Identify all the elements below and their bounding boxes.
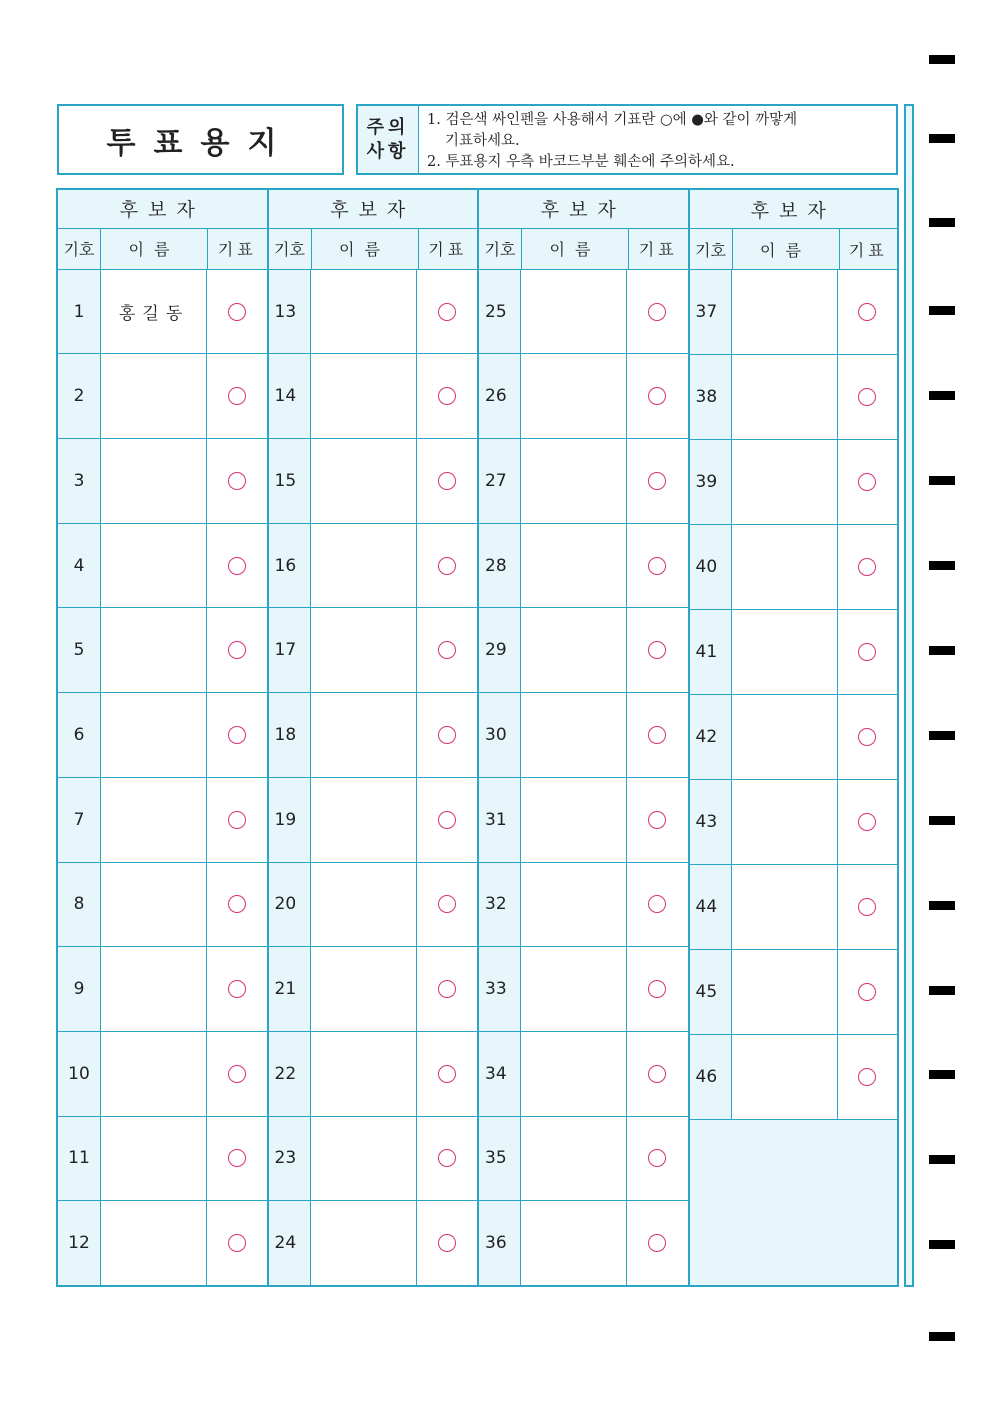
candidate-row <box>58 270 267 355</box>
candidate-row <box>269 778 478 863</box>
candidate-number: 23 <box>269 1117 311 1201</box>
mark-cell[interactable] <box>627 524 688 608</box>
candidate-row <box>690 1035 898 1120</box>
mark-cell[interactable] <box>627 1201 688 1285</box>
header-mark: 기표 <box>217 240 257 260</box>
candidate-number: 14 <box>269 354 311 438</box>
barcode-tick <box>929 1240 955 1249</box>
header-num: 기호 <box>479 229 522 269</box>
candidate-row <box>690 440 898 525</box>
mark-circle-icon[interactable] <box>228 1234 246 1252</box>
mark-cell[interactable] <box>838 780 898 864</box>
candidate-name <box>101 778 207 862</box>
side-strip <box>904 104 914 1287</box>
mark-circle-icon[interactable] <box>438 1065 456 1083</box>
candidate-row <box>58 524 267 609</box>
candidate-row <box>269 439 478 524</box>
barcode-tick <box>929 561 955 570</box>
candidate-row <box>690 525 898 610</box>
candidate-number: 4 <box>58 524 101 608</box>
candidate-number: 19 <box>269 778 311 862</box>
notice-line-1-cont: 기표하세요. <box>445 133 520 149</box>
mark-circle-icon[interactable] <box>228 303 246 321</box>
candidate-number: 7 <box>58 778 101 862</box>
barcode-tick <box>929 1070 955 1079</box>
candidate-name <box>311 1201 417 1285</box>
mark-circle-icon[interactable] <box>648 557 666 575</box>
candidate-number: 27 <box>479 439 521 523</box>
mark-circle-icon[interactable] <box>858 643 876 661</box>
notice-box <box>356 104 898 175</box>
candidate-name <box>521 270 627 354</box>
mark-circle-icon[interactable] <box>228 557 246 575</box>
candidate-number: 13 <box>269 270 311 354</box>
candidate-row <box>479 1032 688 1117</box>
candidate-row <box>58 1032 267 1117</box>
candidate-number: 11 <box>58 1117 101 1201</box>
candidate-row <box>479 608 688 693</box>
candidate-row <box>690 355 898 440</box>
header-name: 이름 <box>101 229 208 269</box>
mark-circle-icon[interactable] <box>648 472 666 490</box>
candidate-name <box>521 863 627 947</box>
candidate-name <box>732 1035 838 1119</box>
candidate-row <box>690 865 898 950</box>
candidate-name <box>732 440 838 524</box>
barcode-tick <box>929 134 955 143</box>
mark-circle-icon[interactable] <box>438 811 456 829</box>
candidate-row <box>269 947 478 1032</box>
candidate-name <box>732 610 838 694</box>
candidate-row <box>479 947 688 1032</box>
candidate-name <box>521 778 627 862</box>
candidate-name <box>732 355 838 439</box>
mark-cell[interactable] <box>417 1117 478 1201</box>
candidate-number: 15 <box>269 439 311 523</box>
mark-cell[interactable] <box>627 693 688 777</box>
candidate-column <box>479 190 690 1285</box>
barcode-tick <box>929 55 955 64</box>
candidate-number: 43 <box>690 780 732 864</box>
candidate-row <box>479 524 688 609</box>
candidate-number: 41 <box>690 610 732 694</box>
mark-cell[interactable] <box>627 270 688 354</box>
header-name: 이름 <box>733 229 840 269</box>
candidate-number: 1 <box>58 270 101 354</box>
candidate-row <box>479 270 688 355</box>
mark-cell[interactable] <box>838 865 898 949</box>
candidate-row <box>479 778 688 863</box>
candidate-name <box>732 950 838 1034</box>
candidate-column <box>58 190 269 1285</box>
candidate-number: 22 <box>269 1032 311 1116</box>
mark-cell[interactable] <box>417 608 478 692</box>
candidate-number: 5 <box>58 608 101 692</box>
mark-cell[interactable] <box>207 693 267 777</box>
candidate-name <box>101 439 207 523</box>
mark-cell[interactable] <box>627 947 688 1031</box>
notice-text <box>419 106 896 173</box>
candidate-row <box>58 354 267 439</box>
barcode-tick <box>929 901 955 910</box>
candidate-name <box>101 863 207 947</box>
mark-circle-icon[interactable] <box>438 980 456 998</box>
column-sub-header <box>58 229 267 270</box>
barcode-tick <box>929 646 955 655</box>
mark-circle-icon[interactable] <box>228 387 246 405</box>
candidate-row <box>269 693 478 778</box>
candidate-number: 34 <box>479 1032 521 1116</box>
header-num: 기호 <box>269 229 312 269</box>
candidate-name <box>101 693 207 777</box>
ballot-title: 투표용지 <box>57 104 344 175</box>
candidate-name <box>311 947 417 1031</box>
mark-circle-icon[interactable] <box>648 303 666 321</box>
candidate-number: 26 <box>479 354 521 438</box>
candidate-row <box>269 270 478 355</box>
mark-cell[interactable] <box>627 354 688 438</box>
candidate-number: 32 <box>479 863 521 947</box>
candidate-name: 홍길동 <box>101 270 207 354</box>
mark-cell[interactable] <box>417 693 478 777</box>
header-name: 이름 <box>522 229 629 269</box>
candidate-name <box>311 439 417 523</box>
candidate-name <box>521 524 627 608</box>
mark-cell[interactable] <box>207 524 267 608</box>
mark-circle-icon[interactable] <box>858 303 876 321</box>
mark-circle-icon[interactable] <box>438 303 456 321</box>
column-sub-header <box>690 229 898 270</box>
mark-circle-icon[interactable] <box>648 1234 666 1252</box>
barcode-tick <box>929 986 955 995</box>
mark-cell[interactable] <box>627 608 688 692</box>
notice-label-line2: 사항 <box>366 140 410 162</box>
candidate-name <box>101 947 207 1031</box>
mark-circle-icon[interactable] <box>228 641 246 659</box>
mark-cell[interactable] <box>838 440 898 524</box>
mark-cell[interactable] <box>417 1201 478 1285</box>
candidate-name <box>101 354 207 438</box>
mark-cell[interactable] <box>207 608 267 692</box>
mark-cell[interactable] <box>627 778 688 862</box>
mark-circle-icon[interactable] <box>438 641 456 659</box>
mark-circle-icon[interactable] <box>228 1065 246 1083</box>
candidate-number: 6 <box>58 693 101 777</box>
mark-cell[interactable] <box>838 355 898 439</box>
candidate-name <box>521 693 627 777</box>
candidate-name <box>101 608 207 692</box>
barcode-tick <box>929 218 955 227</box>
column-group-header: 후보자 <box>690 190 898 229</box>
candidate-row <box>58 947 267 1032</box>
candidate-number: 10 <box>58 1032 101 1116</box>
mark-cell[interactable] <box>417 270 478 354</box>
mark-circle-icon[interactable] <box>228 980 246 998</box>
mark-cell[interactable] <box>417 439 478 523</box>
candidate-number: 45 <box>690 950 732 1034</box>
barcode-tick <box>929 306 955 315</box>
candidate-name <box>101 524 207 608</box>
mark-circle-icon[interactable] <box>648 726 666 744</box>
candidate-number: 25 <box>479 270 521 354</box>
mark-cell[interactable] <box>627 439 688 523</box>
candidate-name <box>311 1117 417 1201</box>
candidate-number: 39 <box>690 440 732 524</box>
candidate-row <box>269 524 478 609</box>
mark-circle-icon[interactable] <box>648 387 666 405</box>
header-num: 기호 <box>690 229 733 269</box>
notice-label-line1: 주의 <box>366 116 410 138</box>
mark-circle-icon[interactable] <box>648 811 666 829</box>
mark-circle-icon[interactable] <box>648 980 666 998</box>
candidate-name <box>311 270 417 354</box>
mark-circle-icon[interactable] <box>228 472 246 490</box>
mark-circle-icon[interactable] <box>438 895 456 913</box>
mark-circle-icon[interactable] <box>438 1149 456 1167</box>
candidate-row <box>58 693 267 778</box>
mark-cell[interactable] <box>417 947 478 1031</box>
candidate-name <box>521 1117 627 1201</box>
barcode-tick <box>929 731 955 740</box>
mark-cell[interactable] <box>207 354 267 438</box>
mark-cell[interactable] <box>207 947 267 1031</box>
mark-circle-icon[interactable] <box>858 813 876 831</box>
candidate-name <box>311 693 417 777</box>
barcode-tick <box>929 1155 955 1164</box>
mark-cell[interactable] <box>627 863 688 947</box>
barcode-tick <box>929 476 955 485</box>
mark-cell[interactable] <box>417 524 478 608</box>
candidate-number: 35 <box>479 1117 521 1201</box>
mark-cell[interactable] <box>207 1032 267 1116</box>
mark-cell[interactable] <box>838 1035 898 1119</box>
candidate-row <box>269 1201 478 1285</box>
mark-cell[interactable] <box>627 1032 688 1116</box>
mark-cell[interactable] <box>207 778 267 862</box>
candidate-row <box>269 354 478 439</box>
candidate-row <box>479 1201 688 1285</box>
candidate-number: 37 <box>690 270 732 354</box>
candidate-row <box>690 780 898 865</box>
header-num: 기호 <box>58 229 101 269</box>
candidate-row <box>58 1117 267 1202</box>
candidate-name <box>521 354 627 438</box>
empty-area <box>690 1120 898 1285</box>
candidate-name <box>732 865 838 949</box>
candidate-number: 18 <box>269 693 311 777</box>
candidate-number: 42 <box>690 695 732 779</box>
candidate-number: 24 <box>269 1201 311 1285</box>
candidate-number: 2 <box>58 354 101 438</box>
candidate-name <box>101 1032 207 1116</box>
mark-cell[interactable] <box>207 270 267 354</box>
mark-cell[interactable] <box>838 270 898 354</box>
candidate-name <box>311 608 417 692</box>
candidate-number: 44 <box>690 865 732 949</box>
candidate-number: 29 <box>479 608 521 692</box>
candidate-number: 46 <box>690 1035 732 1119</box>
mark-cell[interactable] <box>207 863 267 947</box>
candidate-name <box>311 354 417 438</box>
barcode-tick <box>929 816 955 825</box>
mark-circle-icon[interactable] <box>648 1149 666 1167</box>
candidate-name <box>101 1201 207 1285</box>
mark-circle-icon[interactable] <box>858 558 876 576</box>
candidate-number: 20 <box>269 863 311 947</box>
candidate-name <box>521 1201 627 1285</box>
mark-cell[interactable] <box>417 863 478 947</box>
candidate-row <box>269 1032 478 1117</box>
mark-cell[interactable] <box>207 1201 267 1285</box>
candidate-name <box>732 525 838 609</box>
candidate-column <box>269 190 480 1285</box>
mark-circle-icon[interactable] <box>648 895 666 913</box>
candidate-name <box>101 1117 207 1201</box>
candidate-number: 3 <box>58 439 101 523</box>
candidate-name <box>311 863 417 947</box>
mark-circle-icon[interactable] <box>858 898 876 916</box>
candidate-row <box>269 608 478 693</box>
candidate-row <box>690 270 898 355</box>
candidate-number: 28 <box>479 524 521 608</box>
candidate-number: 16 <box>269 524 311 608</box>
mark-cell[interactable] <box>838 950 898 1034</box>
header-mark: 기표 <box>848 240 888 260</box>
mark-circle-icon[interactable] <box>438 472 456 490</box>
candidate-name <box>311 1032 417 1116</box>
mark-circle-icon[interactable] <box>858 388 876 406</box>
column-sub-header <box>479 229 688 270</box>
candidate-number: 30 <box>479 693 521 777</box>
candidate-number: 17 <box>269 608 311 692</box>
candidate-number: 40 <box>690 525 732 609</box>
mark-circle-icon[interactable] <box>228 1149 246 1167</box>
candidate-row <box>479 1117 688 1202</box>
column-group-header: 후보자 <box>269 190 478 229</box>
mark-cell[interactable] <box>207 439 267 523</box>
candidate-name <box>732 270 838 354</box>
mark-cell[interactable] <box>417 354 478 438</box>
candidate-name <box>521 608 627 692</box>
candidate-number: 12 <box>58 1201 101 1285</box>
candidate-row <box>58 608 267 693</box>
mark-circle-icon[interactable] <box>228 811 246 829</box>
candidate-number: 8 <box>58 863 101 947</box>
mark-circle-icon[interactable] <box>438 726 456 744</box>
candidate-row <box>58 439 267 524</box>
candidate-name <box>521 947 627 1031</box>
mark-cell[interactable] <box>627 1117 688 1201</box>
mark-circle-icon[interactable] <box>228 895 246 913</box>
mark-circle-icon[interactable] <box>648 641 666 659</box>
candidate-row <box>58 778 267 863</box>
candidate-row <box>58 1201 267 1285</box>
mark-cell[interactable] <box>207 1117 267 1201</box>
candidate-row <box>269 1117 478 1202</box>
candidate-name <box>521 1032 627 1116</box>
candidate-row <box>58 863 267 948</box>
candidate-number: 9 <box>58 947 101 1031</box>
mark-circle-icon[interactable] <box>228 726 246 744</box>
candidate-row <box>690 610 898 695</box>
header-name: 이름 <box>312 229 419 269</box>
mark-cell[interactable] <box>838 695 898 779</box>
notice-label <box>358 106 419 173</box>
notice-line-2: 2. 투표용지 우측 바코드부분 훼손에 주의하세요. <box>427 154 735 170</box>
mark-cell[interactable] <box>417 1032 478 1116</box>
candidate-row <box>479 439 688 524</box>
candidate-number: 31 <box>479 778 521 862</box>
candidate-name <box>732 780 838 864</box>
candidate-row <box>690 950 898 1035</box>
column-sub-header <box>269 229 478 270</box>
mark-circle-icon[interactable] <box>438 387 456 405</box>
mark-cell[interactable] <box>838 525 898 609</box>
barcode-marks <box>929 0 955 1403</box>
candidate-row <box>479 693 688 778</box>
barcode-tick <box>929 1332 955 1341</box>
candidate-name <box>311 524 417 608</box>
candidate-name <box>521 439 627 523</box>
notice-line-1: 1. 검은색 싸인펜을 사용해서 기표란 ○에 ●와 같이 까맣게 <box>427 112 798 128</box>
candidate-column <box>690 190 898 1285</box>
candidate-name <box>311 778 417 862</box>
candidate-number: 33 <box>479 947 521 1031</box>
header-mark: 기표 <box>428 240 468 260</box>
mark-circle-icon[interactable] <box>858 983 876 1001</box>
candidate-row <box>479 354 688 439</box>
mark-circle-icon[interactable] <box>438 557 456 575</box>
mark-cell[interactable] <box>838 610 898 694</box>
mark-circle-icon[interactable] <box>438 1234 456 1252</box>
candidate-row <box>479 863 688 948</box>
candidate-number: 38 <box>690 355 732 439</box>
candidate-name <box>732 695 838 779</box>
candidate-table <box>56 188 899 1287</box>
candidate-row <box>690 695 898 780</box>
candidate-row <box>269 863 478 948</box>
mark-circle-icon[interactable] <box>858 728 876 746</box>
header-mark: 기표 <box>638 240 678 260</box>
column-group-header: 후보자 <box>58 190 267 229</box>
mark-cell[interactable] <box>417 778 478 862</box>
mark-circle-icon[interactable] <box>858 1068 876 1086</box>
candidate-number: 36 <box>479 1201 521 1285</box>
mark-circle-icon[interactable] <box>858 473 876 491</box>
barcode-tick <box>929 391 955 400</box>
column-group-header: 후보자 <box>479 190 688 229</box>
mark-circle-icon[interactable] <box>648 1065 666 1083</box>
candidate-number: 21 <box>269 947 311 1031</box>
